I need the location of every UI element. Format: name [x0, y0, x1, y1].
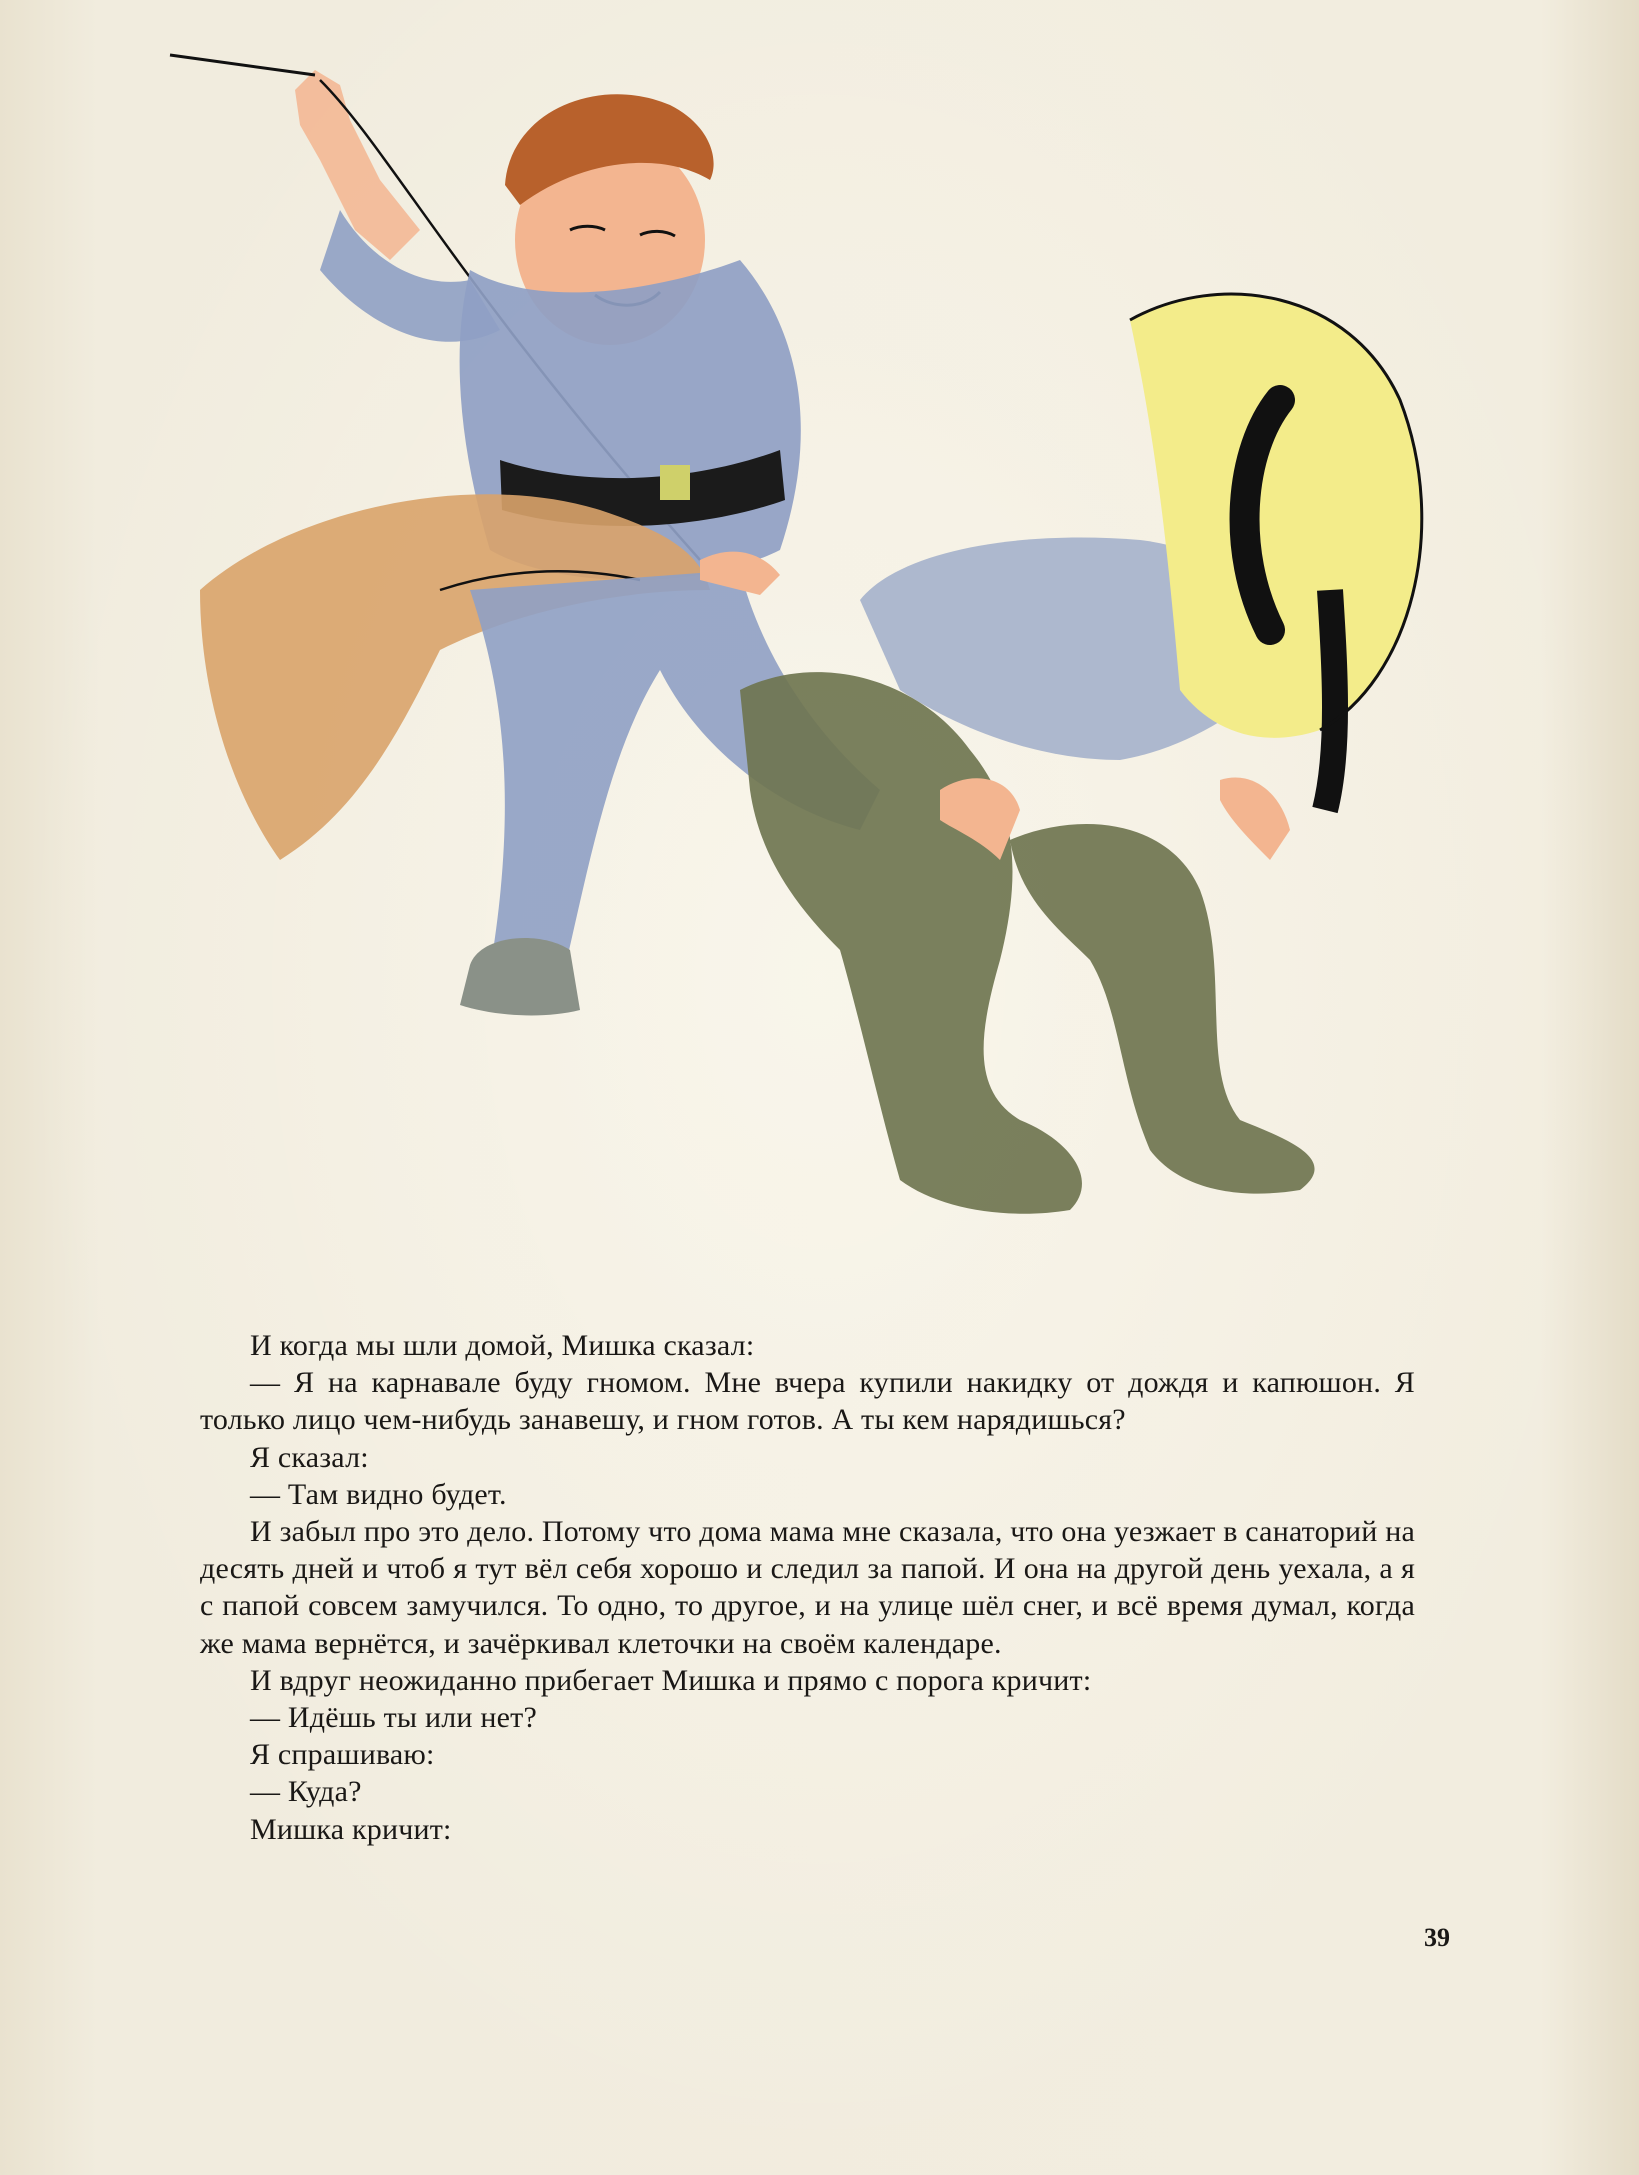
- paragraph: И забыл про это дело. Потому что дома мама мне сказала, что она уезжает в санаторий на десять дней и чтоб я тут вёл себя хорошо и следил за папой. И она на другой день уехала, а я с папой совсем замучился. То одно, то другое, и на улице шёл снег, и всё время думал, когда же мама вернётся, и зачёркивал клеточки на своём календаре.: [200, 1515, 1415, 1660]
- paragraph: Мишка кричит:: [250, 1812, 452, 1846]
- paragraph: — Там видно будет.: [250, 1477, 507, 1511]
- page-number: 39: [1424, 1923, 1450, 1952]
- paragraph: — Я на карнавале буду гномом. Мне вчера купили накидку от дождя и капюшон. Я только лицо чем-нибудь занавешу, и гном готов. А ты кем нарядишься?: [200, 1366, 1415, 1437]
- paragraph: И когда мы шли домой, Мишка сказал:: [250, 1329, 755, 1362]
- paragraph: И вдруг неожиданно прибегает Мишка и прямо с порога кричит:: [250, 1663, 1092, 1697]
- story-text: [200, 1327, 1415, 1848]
- paragraph: Я сказал:: [250, 1440, 369, 1474]
- paragraph: Я спрашиваю:: [250, 1738, 435, 1772]
- paragraph: — Куда?: [250, 1775, 362, 1809]
- paragraph: — Идёшь ты или нет?: [250, 1701, 537, 1735]
- two-boys-illustration-icon: [140, 30, 1470, 1280]
